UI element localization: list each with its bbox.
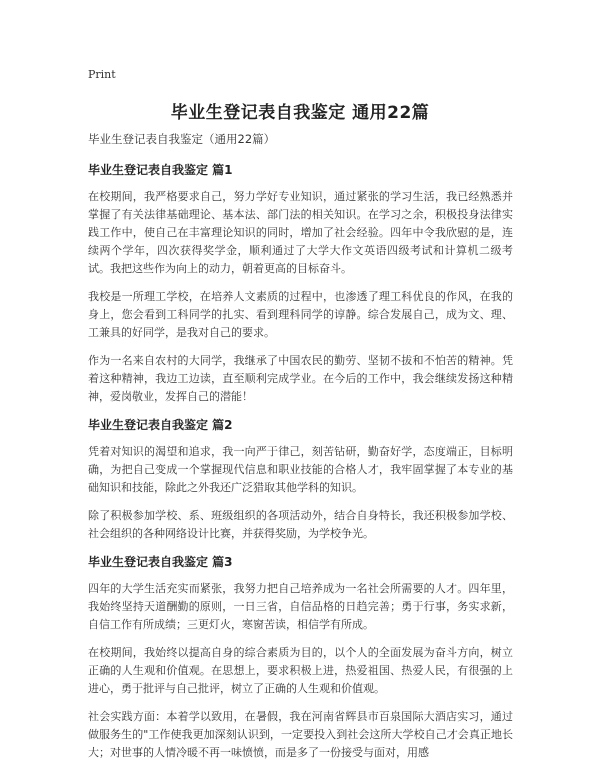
paragraph: 四年的大学生活充实而紧张，我努力把自己培养成为一名社会所需要的人才。四年里，我始终坚持天道酬勤的原则，一日三省，自信品格的日趋完善；勇于行事，务实求新，自信工作有所成绩；三更灯火，寒窗苦读，相信学有所成。 xyxy=(88,582,513,631)
section-heading: 毕业生登记表自我鉴定 篇1 xyxy=(88,163,233,177)
section-heading: 毕业生登记表自我鉴定 篇3 xyxy=(88,555,233,569)
page-title: 毕业生登记表自我鉴定 通用22篇 xyxy=(170,103,430,123)
section-1 xyxy=(88,161,513,406)
section-2 xyxy=(88,416,513,543)
print-link[interactable]: Print xyxy=(88,68,116,81)
paragraph: 作为一名来自农村的大同学，我继承了中国农民的勤劳、坚韧不拔和不怕苦的精神。凭着这种精神，我边工边读，直至顺利完成学业。在今后的工作中，我会继续发扬这种精神，爱岗敬业，发挥自己的潜能！ xyxy=(88,354,513,403)
paragraph: 在校期间，我始终以提高自身的综合素质为目的，以个人的全面发展为奋斗方向，树立正确的人生观和价值观。在思想上，要求积极上进，热爱祖国、热爱人民，有很强的上进心，勇于批评与自己批评，树立了正确的人生观和价值观。 xyxy=(88,646,513,695)
section-3 xyxy=(88,553,513,762)
paragraph: 除了积极参加学校、系、班级组织的各项活动外，结合自身特长，我还积极参加学校、社会组织的各种网络设计比赛，并获得奖励，为学校争光。 xyxy=(88,509,513,540)
document-subtitle: 毕业生登记表自我鉴定（通用22篇） xyxy=(88,132,276,146)
paragraph: 我校是一所理工学校，在培养人文素质的过程中，也渗透了理工科优良的作风，在我的身上，您会看到工科同学的扎实、看到理科同学的谆静。综合发展自己，成为文、理、工兼具的好同学，是我对自己的要求。 xyxy=(88,290,513,339)
paragraph: 凭着对知识的渴望和追求，我一向严于律己，刻苦钻研，勤奋好学，态度端正，目标明确，为把自己变成一个掌握现代信息和职业技能的合格人才，我牢固掌握了本专业的基础知识和技能，除此之外我还广泛猎取其他学科的知识。 xyxy=(88,445,513,494)
paragraph: 在校期间，我严格要求自己，努力学好专业知识，通过紧张的学习生活，我已经熟悉并掌握了有关法律基础理论、基本法、部门法的相关知识。在学习之余，积极投身法律实践工作中，使自己在丰富理论知识的同时，增加了社会经验。四年中令我欣慰的是，连续两个学年，四次获得奖学金，顺利通过了大学大作文英语四级考试和计算机二级考试。我把这些作为向上的动力，朝着更高的目标奋斗。 xyxy=(88,190,513,275)
document-body xyxy=(88,130,513,772)
paragraph: 社会实践方面：本着学以致用，在暑假，我在河南省辉县市百泉国际大酒店实习，通过做服务生的"工作使我更加深刻认识到，一定要投入到社会这所大学校自己才会真正地长大；对世事的人情冷暖不再一味愤愤，而是多了一份接受与面对，用感 xyxy=(88,710,513,759)
section-heading: 毕业生登记表自我鉴定 篇2 xyxy=(88,418,233,432)
